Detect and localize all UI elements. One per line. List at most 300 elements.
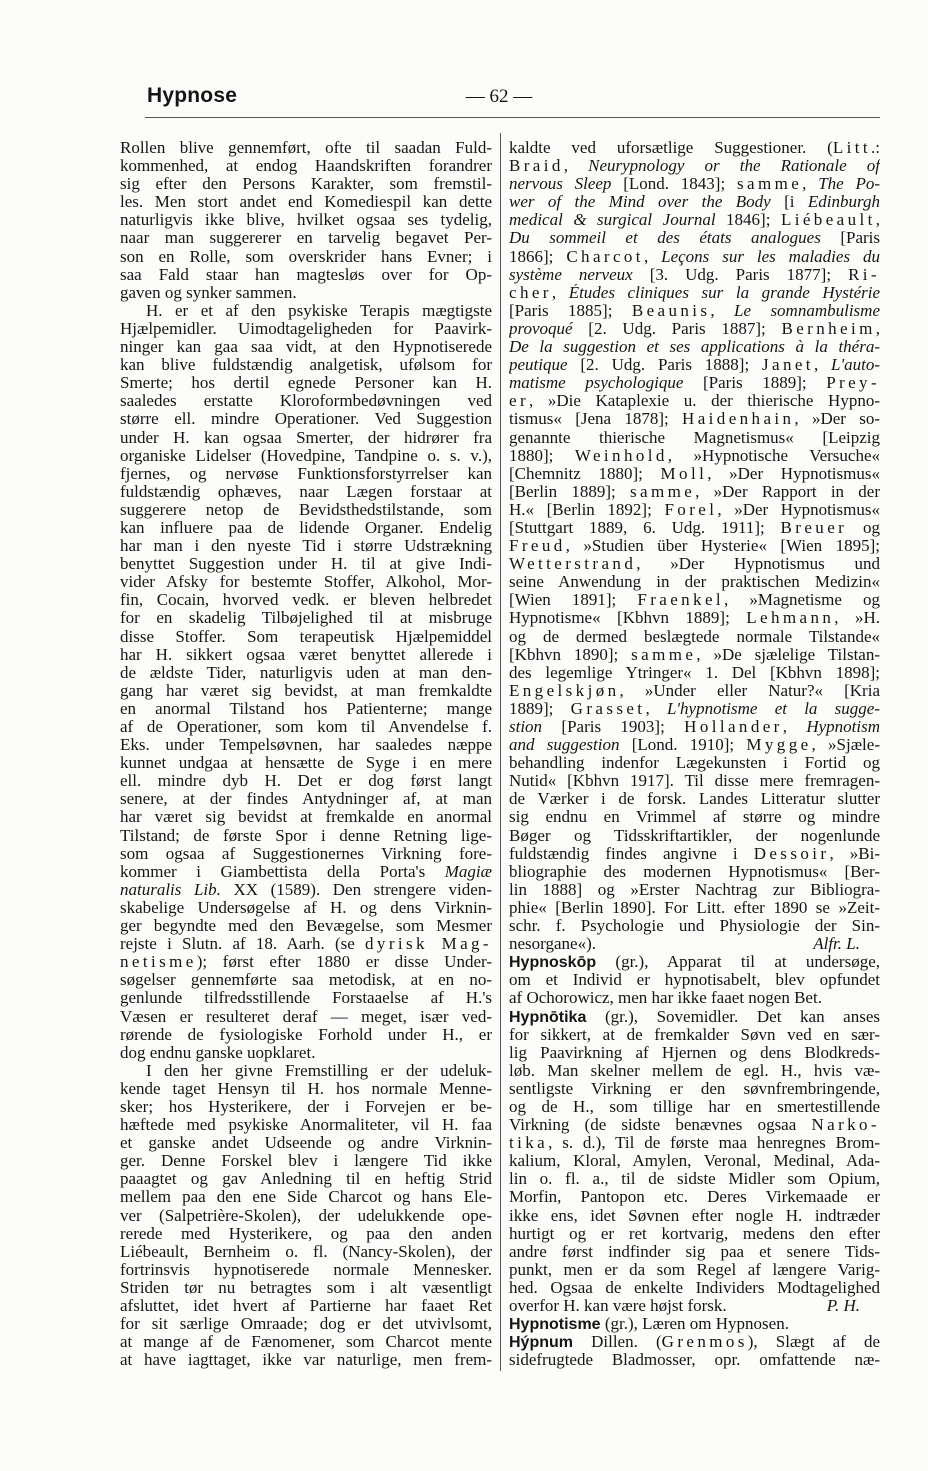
italic-text: peutique bbox=[509, 356, 568, 375]
text-segment: rejste i Slutn. af 18. Aarh. (se bbox=[120, 935, 366, 954]
text-segment: 1866]; bbox=[509, 247, 567, 266]
text-segment: saa Fald staar han magtesløs over for Op- bbox=[120, 265, 492, 284]
text-line bbox=[120, 374, 492, 392]
text-segment: XX (1589). Den strengere viden- bbox=[220, 880, 492, 899]
text-line bbox=[120, 881, 492, 899]
text-segment: [Stuttgart 1889, 6. Udg. 1911]; bbox=[509, 518, 781, 537]
text-line bbox=[509, 519, 880, 537]
text-segment: løb. Man skelner mellem de egl. H., hvis væ- bbox=[509, 1061, 880, 1080]
text-segment: senere, at der findes Antydninger af, at man bbox=[120, 790, 492, 809]
text-segment: [Wien 1891]; bbox=[509, 591, 638, 610]
text-segment: sig endnu en Vrimmel af større og mindre bbox=[509, 808, 880, 827]
text-line bbox=[120, 1225, 492, 1243]
text-segment: genannte thierische Magnetismus« [Leipzig bbox=[509, 428, 880, 447]
text-segment: hurtigt og er ret kortvarig, medens den efter bbox=[509, 1224, 880, 1243]
text-segment: , »Der Hypnotismus und bbox=[636, 555, 880, 574]
text-line bbox=[120, 1170, 492, 1188]
text-segment: gaven og synker sammen. bbox=[120, 283, 297, 302]
text-segment: at mange af de Fænomener, som Charcot mente bbox=[120, 1333, 492, 1352]
text-line bbox=[509, 392, 880, 410]
text-segment: , »H. bbox=[834, 609, 880, 628]
text-line bbox=[509, 338, 880, 356]
text-segment: schr. f. Psychologie und Physiologie der Sin- bbox=[509, 917, 880, 936]
text-segment: ), Slægt af de bbox=[747, 1333, 880, 1352]
text-line bbox=[120, 139, 492, 157]
spaced-name: Weinhold bbox=[574, 446, 668, 465]
text-segment: en anormal Tilstand hos Patienterne; mange bbox=[120, 699, 492, 718]
text-line bbox=[509, 573, 880, 591]
text-segment: ger. Denne Forskel blev i længere Tid ikke bbox=[120, 1152, 492, 1171]
text-line bbox=[120, 537, 492, 555]
text-segment: I den her givne Fremstilling er der udeluk- bbox=[146, 1061, 492, 1080]
text-line bbox=[120, 1207, 492, 1225]
text-segment: for sit særlige Omraade; dog er det utvivlsomt, bbox=[120, 1315, 492, 1334]
text-line bbox=[509, 1315, 880, 1333]
text-segment: [Lond. 1910]; bbox=[619, 736, 747, 755]
text-line bbox=[509, 899, 880, 917]
spaced-name: Braid bbox=[509, 157, 564, 176]
text-segment: Hypnotisme« [Kbhvn 1889]; bbox=[509, 609, 747, 628]
text-line bbox=[509, 1008, 880, 1026]
text-segment: seine Anwendung in der praktischen Medizin« bbox=[509, 573, 880, 592]
text-line bbox=[120, 555, 492, 573]
text-segment: Liébeault, Bernheim o. fl. (Nancy-Skolen), der bbox=[120, 1242, 492, 1261]
text-segment: vider Afsky for bestemte Stoffer, Alkohol, Mor- bbox=[120, 573, 492, 592]
text-line bbox=[509, 609, 880, 627]
text-segment: og de H., som tillige har en smertestillende bbox=[509, 1097, 880, 1116]
text-line bbox=[120, 682, 492, 700]
text-segment: phie« [Berlin 1890]. For Litt. efter 1890 se »Zeit- bbox=[509, 898, 880, 917]
text-line bbox=[509, 501, 880, 519]
text-line bbox=[120, 609, 492, 627]
text-segment: af de Operationer, som kom til Anvendelse f. bbox=[120, 718, 492, 736]
text-segment: son en Rolle, som overskrider hans Evner; i bbox=[120, 247, 492, 266]
spaced-name: dyrisk Mag- bbox=[365, 935, 492, 954]
text-line bbox=[509, 139, 880, 157]
text-line bbox=[120, 465, 492, 483]
text-segment: , bbox=[551, 283, 569, 302]
spaced-name: Litt bbox=[832, 139, 872, 157]
text-segment: saaledes erstatte Kloroformbedøvningen ved bbox=[120, 392, 492, 411]
text-segment: [2. Udg. Paris 1887]; bbox=[572, 319, 782, 338]
text-segment: rørende de fysiologiske Forhold under H., er bbox=[120, 1025, 492, 1044]
text-line bbox=[120, 700, 492, 718]
text-line bbox=[120, 157, 492, 175]
text-line bbox=[120, 790, 492, 808]
text-segment: , bbox=[710, 301, 735, 320]
spaced-name: samme bbox=[630, 482, 696, 501]
text-line bbox=[120, 410, 492, 428]
text-line bbox=[509, 628, 880, 646]
text-segment: andre først indfinder sig paa et senere Tids- bbox=[509, 1242, 880, 1261]
spaced-name: Engelskjøn bbox=[509, 681, 620, 700]
text-line bbox=[509, 356, 880, 374]
text-segment: større ell. mindre Operationer. Ved Suggestion bbox=[120, 410, 492, 429]
text-segment: fjernes, og nervøse Funktionsforstyrrelser kan bbox=[120, 464, 492, 483]
text-line bbox=[120, 248, 492, 266]
italic-text: provoqué bbox=[509, 319, 573, 338]
text-line bbox=[120, 193, 492, 211]
italic-text: stion bbox=[509, 718, 543, 736]
text-segment: benyttet Suggestion under H. til at give Indi- bbox=[120, 555, 492, 574]
italic-text: De la suggestion et ses applications à la théra- bbox=[509, 338, 880, 357]
text-segment: og bbox=[847, 518, 880, 537]
text-segment: (gr.), Apparat til at undersøge, bbox=[596, 953, 880, 972]
text-segment: gang har været sig bevidst, at man fremkaldte bbox=[120, 681, 492, 700]
text-line bbox=[120, 211, 492, 229]
text-line bbox=[120, 284, 492, 302]
text-line bbox=[509, 989, 880, 1007]
text-segment: Rollen blive gennemført, ofte til saadan Fuld- bbox=[120, 139, 492, 157]
right-column bbox=[509, 139, 880, 1369]
text-segment: disse Stoffer. Som terapeutisk Hjælpemiddel bbox=[120, 627, 492, 646]
text-line bbox=[509, 1333, 880, 1351]
text-segment: sker; hos Hysterikere, der i Forvejen er be- bbox=[120, 1097, 492, 1116]
spaced-name: Bernheim bbox=[781, 319, 876, 338]
text-line bbox=[509, 1297, 880, 1315]
text-line bbox=[120, 736, 492, 754]
text-line bbox=[120, 718, 492, 736]
spaced-name: Grenmos bbox=[661, 1333, 748, 1352]
text-segment: behandling indenfor Lægekunsten i Fortid og bbox=[509, 754, 880, 773]
text-line bbox=[120, 483, 492, 501]
italic-text: Hypnotism bbox=[806, 718, 880, 736]
text-segment: og de dermed beslægtede normale Tilstande« bbox=[509, 627, 880, 646]
text-segment: hed. Ogsaa de enkelte Individers Modtagelighed bbox=[509, 1278, 880, 1297]
text-line bbox=[509, 1243, 880, 1261]
text-line bbox=[120, 320, 492, 338]
left-column bbox=[120, 139, 492, 1369]
spaced-name: Breuer bbox=[780, 518, 848, 537]
text-segment: , bbox=[875, 211, 880, 230]
text-line bbox=[120, 1080, 492, 1098]
text-line bbox=[509, 447, 880, 465]
text-segment: overfor H. kan være højst forsk. bbox=[509, 1297, 727, 1315]
text-segment: at have iagttaget, ikke var naturlige, men frem- bbox=[120, 1351, 492, 1370]
text-segment: , »Studien über Hysterie« [Wien 1895]; bbox=[565, 537, 880, 556]
text-segment: de Værker i de forsk. Landes Litteratur slutter bbox=[509, 790, 880, 809]
text-segment: naar man suggererer en tarvelig begavet Per- bbox=[120, 229, 492, 248]
italic-text: wer of the Mind over the Body bbox=[509, 193, 771, 212]
text-line bbox=[509, 790, 880, 808]
text-line bbox=[509, 302, 880, 320]
text-line bbox=[509, 718, 880, 736]
text-line bbox=[509, 827, 880, 845]
text-line bbox=[120, 302, 492, 320]
text-segment: sentligste Virkning er den søvnfrembringende, bbox=[509, 1079, 880, 1098]
spaced-name: Liébeault bbox=[780, 211, 876, 230]
text-segment: , bbox=[563, 157, 589, 176]
headword: Hypnōtika bbox=[509, 1008, 587, 1026]
text-line bbox=[120, 1243, 492, 1261]
text-segment: fortrinsvis hypnotiserede normale Mennesker. bbox=[120, 1260, 492, 1279]
italic-text: naturalis Lib. bbox=[120, 880, 221, 899]
text-segment: , bbox=[643, 247, 662, 266]
text-line bbox=[120, 1315, 492, 1333]
text-segment: de ældste Tider, naturligvis uden at man den- bbox=[120, 663, 492, 682]
text-segment: lin o. fl. a., til de sidste Midler som Opium, bbox=[509, 1170, 880, 1189]
text-segment: Morfin, Pantopon etc. Deres Virkemaade er bbox=[509, 1188, 880, 1207]
text-segment: [Paris 1885]; bbox=[509, 301, 632, 320]
text-line bbox=[509, 1116, 880, 1134]
text-segment: søgelser gennemførte saa metodisk, at en no- bbox=[120, 971, 492, 990]
text-segment: [i bbox=[770, 193, 808, 212]
text-segment: [Lond. 1843]; bbox=[611, 175, 737, 194]
text-line bbox=[120, 754, 492, 772]
text-line bbox=[120, 447, 492, 465]
text-segment: Bøger og Tidsskriftartikler, der nogenlunde bbox=[509, 826, 880, 845]
text-segment: har H. sikkert ogsaa været benyttet allerede i bbox=[120, 645, 492, 664]
text-segment: Striden tør nu betragtes som i alt væsentligt bbox=[120, 1278, 492, 1297]
text-segment: kan influere paa de lidende Organer. Endelig bbox=[120, 518, 492, 537]
spaced-name: Ri- bbox=[848, 265, 880, 284]
text-segment: dog endnu ganske uopklaret. bbox=[120, 1043, 316, 1062]
text-line bbox=[120, 1116, 492, 1134]
spaced-name: Forel bbox=[664, 500, 718, 519]
text-segment: kommenhed, at endog Haandskriften forandrer bbox=[120, 157, 492, 176]
spaced-name: samme bbox=[631, 645, 697, 664]
text-line bbox=[509, 374, 880, 392]
text-line bbox=[509, 1225, 880, 1243]
column-divider bbox=[500, 133, 501, 1371]
text-line bbox=[509, 917, 880, 935]
text-segment: organiske Lidelser (Hovedpine, Tandpine o. s. v.), bbox=[120, 446, 492, 465]
text-line bbox=[509, 1026, 880, 1044]
text-segment: Nutid« [Kbhvn 1917]. Til disse mere fremragen- bbox=[509, 772, 880, 791]
text-line bbox=[509, 646, 880, 664]
text-line bbox=[120, 1297, 492, 1315]
text-line bbox=[120, 971, 492, 989]
text-segment: et ganske andet Udseende og andre Virknin- bbox=[120, 1134, 492, 1153]
spaced-name: Narko- bbox=[811, 1116, 880, 1135]
text-line bbox=[120, 1152, 492, 1170]
text-segment: ell. mindre dyb H. Det er dog først langt bbox=[120, 772, 492, 791]
text-segment: nesorgane«). bbox=[509, 935, 597, 954]
text-line bbox=[120, 772, 492, 790]
text-segment: .: bbox=[871, 139, 880, 157]
text-segment: , »Die Kataplexie u. der thierische Hypno- bbox=[529, 392, 880, 411]
italic-text: matisme psychologique bbox=[509, 374, 684, 393]
text-segment: kaldte ved uforsætlige Suggestioner. ( bbox=[509, 139, 833, 157]
italic-text: Études cliniques sur la grande Hystérie bbox=[568, 283, 880, 302]
text-segment: [2. Udg. Paris 1888]; bbox=[567, 356, 762, 375]
text-segment: paaagtet og gav Anledning til en heftig Strid bbox=[120, 1170, 492, 1189]
text-line bbox=[120, 827, 492, 845]
text-segment: H.« [Berlin 1892]; bbox=[509, 500, 665, 519]
text-segment: genlunde tilfredsstillende Forstaaelse af H.'s bbox=[120, 989, 492, 1008]
italic-text: and suggestion bbox=[509, 736, 620, 755]
text-line bbox=[120, 429, 492, 447]
italic-text: Du sommeil et des états analogues bbox=[509, 229, 821, 248]
text-segment: 1846]; bbox=[715, 211, 781, 230]
text-segment: lig Paavirkning af Hjernen og dens Blodkreds- bbox=[509, 1043, 880, 1062]
text-segment: kende taget Hensyn til H. hos normale Menne- bbox=[120, 1079, 492, 1098]
spaced-name: Prey- bbox=[826, 374, 880, 393]
text-segment: , bbox=[802, 175, 819, 194]
text-segment: 1880]; bbox=[509, 446, 575, 465]
text-segment: for sikkert, at de fremkalder Søvn ved en sær- bbox=[509, 1025, 880, 1044]
signature: P. H. bbox=[826, 1297, 860, 1315]
text-line bbox=[120, 664, 492, 682]
text-segment: kunnet undgaa at hensætte de Syge i en mere bbox=[120, 754, 492, 773]
spaced-name: Mygge bbox=[746, 736, 812, 755]
text-segment: [3. Udg. Paris 1877]; bbox=[632, 265, 849, 284]
italic-text: L'auto- bbox=[831, 356, 880, 375]
text-line bbox=[509, 1351, 880, 1369]
text-segment: [Berlin 1889]; bbox=[509, 482, 630, 501]
text-segment: Hjælpemidler. Uimodtageligheden for Paavirk- bbox=[120, 319, 492, 338]
text-line bbox=[509, 971, 880, 989]
text-line bbox=[509, 935, 880, 953]
text-segment: [Chemnitz 1880]; bbox=[509, 464, 661, 483]
spaced-name: Hollander bbox=[684, 718, 783, 736]
text-line bbox=[509, 465, 880, 483]
text-line bbox=[120, 266, 492, 284]
text-segment: kommer i Giambettista della Porta's bbox=[120, 862, 445, 881]
text-line bbox=[509, 537, 880, 555]
text-line bbox=[120, 519, 492, 537]
spaced-name: Beaunis bbox=[631, 301, 711, 320]
text-segment: 1889]; bbox=[509, 699, 571, 718]
text-segment: , »Der Hypnotismus« bbox=[717, 500, 880, 519]
text-line bbox=[509, 175, 880, 193]
text-line bbox=[509, 229, 880, 247]
spaced-name: Janet bbox=[762, 356, 814, 375]
text-segment: ger begyndte med den Bevægelse, som Mesmer bbox=[120, 917, 492, 936]
text-segment: om et Individ er hypnotisabelt, blev opfundet bbox=[509, 971, 880, 990]
italic-text: Le somnambulisme bbox=[734, 301, 880, 320]
text-line bbox=[509, 808, 880, 826]
italic-text: medical & surgical Journal bbox=[509, 211, 716, 230]
text-line bbox=[509, 1062, 880, 1080]
text-line bbox=[120, 628, 492, 646]
headword: Hypnotisme bbox=[509, 1316, 601, 1334]
text-line bbox=[509, 1261, 880, 1279]
text-line bbox=[509, 555, 880, 573]
text-line bbox=[120, 935, 492, 953]
text-line bbox=[509, 1279, 880, 1297]
text-segment: Væsen er resulteret deraf — meget, især ved- bbox=[120, 1007, 492, 1026]
text-line bbox=[120, 917, 492, 935]
text-segment: Dillen. ( bbox=[573, 1333, 662, 1352]
text-line bbox=[120, 1044, 492, 1062]
text-line bbox=[509, 772, 880, 790]
spaced-name: er bbox=[509, 392, 530, 411]
text-segment: mellem paa den ene Side Charcot og hans Ele- bbox=[120, 1188, 492, 1207]
text-line bbox=[120, 989, 492, 1007]
spaced-name: Charcot bbox=[566, 247, 644, 266]
text-line bbox=[509, 591, 880, 609]
text-segment: Tilstand; de første Spor i denne Retning lige- bbox=[120, 826, 492, 845]
text-segment: [Paris 1889]; bbox=[683, 374, 827, 393]
italic-text: The Po- bbox=[818, 175, 880, 194]
text-segment: [Kbhvn 1890]; bbox=[509, 645, 632, 664]
text-line bbox=[120, 573, 492, 591]
text-segment: , »Magnetisme og bbox=[724, 591, 880, 610]
page-number: — 62 — bbox=[465, 86, 533, 107]
signature: Alfr. L. bbox=[813, 935, 860, 954]
text-segment: har man i den nyeste Tid i større Udstrækning bbox=[120, 537, 492, 556]
text-line bbox=[120, 175, 492, 193]
text-segment: , »Bi- bbox=[829, 844, 880, 863]
text-segment: for en skadelig Tilbøjelighed til at misbruge bbox=[120, 609, 492, 628]
spaced-name: Lehmann bbox=[746, 609, 835, 628]
spaced-name: Wetterstrand bbox=[509, 555, 637, 574]
text-segment: skabelige Undersøgelse af H. og dens Virknin- bbox=[120, 898, 492, 917]
text-segment: Virkning (de sidste benævnes ogsaa bbox=[509, 1116, 812, 1135]
text-line bbox=[509, 881, 880, 899]
text-line bbox=[509, 1134, 880, 1152]
text-segment: som ogsaa af Suggestionernes Virkning fore- bbox=[120, 844, 492, 863]
text-segment: hæftede med psykiske Anormaliteter, vil H. faa bbox=[120, 1116, 492, 1135]
spaced-name: Dessoir bbox=[753, 844, 830, 863]
headword: Hypnoskōp bbox=[509, 954, 597, 972]
spaced-name: Moll bbox=[660, 464, 708, 483]
text-line bbox=[509, 1152, 880, 1170]
text-line bbox=[120, 356, 492, 374]
text-segment: , »Der Hypnotismus« bbox=[707, 464, 880, 483]
text-segment: under H. kan ogsaa Smerter, der hidrører fra bbox=[120, 428, 492, 447]
text-line bbox=[509, 845, 880, 863]
text-line bbox=[120, 1333, 492, 1351]
text-segment: , »Sjæle- bbox=[811, 736, 880, 755]
text-segment: bliographie des modernen Hypnotismus« [Ber- bbox=[509, 862, 880, 881]
text-segment: , bbox=[782, 718, 807, 736]
text-segment: punkt, men er da som Regel af længere Varig- bbox=[509, 1260, 880, 1279]
text-segment: kan blive fuldstændig analgetisk, ufølsom for bbox=[120, 356, 492, 375]
text-line bbox=[509, 736, 880, 754]
header-rule bbox=[145, 117, 880, 118]
text-segment: , s. d.), Til de første maa henregnes Brom- bbox=[548, 1134, 880, 1153]
text-line bbox=[509, 211, 880, 229]
text-line bbox=[120, 863, 492, 881]
text-line bbox=[509, 483, 880, 501]
italic-text: L'hypnotisme et la sugge- bbox=[666, 699, 880, 718]
text-segment: kalium, Kloral, Amylen, Veronal, Medinal, Ada- bbox=[509, 1152, 880, 1171]
text-segment: sig efter den Persons Karakter, som fremstil- bbox=[120, 175, 492, 194]
text-line bbox=[509, 429, 880, 447]
text-line bbox=[120, 899, 492, 917]
text-segment: rerede med Hysterikere, og paa den anden bbox=[120, 1224, 492, 1243]
text-line bbox=[509, 682, 880, 700]
text-line bbox=[509, 266, 880, 284]
spaced-name: samme bbox=[736, 175, 803, 194]
spaced-name: tika bbox=[509, 1134, 549, 1153]
text-line bbox=[120, 1188, 492, 1206]
text-line bbox=[120, 591, 492, 609]
text-segment: , »Hypnotische Versuche« bbox=[667, 446, 880, 465]
text-segment: suggerere netop de Bevidsthedstilstande, som bbox=[120, 500, 492, 519]
text-segment: fuldstændig findes angivne i bbox=[509, 844, 754, 863]
text-segment: , bbox=[645, 699, 667, 718]
text-line bbox=[509, 1207, 880, 1225]
text-line bbox=[120, 808, 492, 826]
text-line bbox=[120, 338, 492, 356]
spaced-name: cher bbox=[509, 283, 552, 302]
italic-text: Edinburgh bbox=[807, 193, 880, 212]
text-line bbox=[120, 953, 492, 971]
text-segment: ); først efter 1880 er disse Under- bbox=[196, 953, 492, 972]
text-line bbox=[120, 392, 492, 410]
text-segment: af Ochorowicz, men har ikke faaet nogen Bet. bbox=[509, 989, 822, 1008]
spaced-name: Grasset bbox=[570, 699, 646, 718]
text-line bbox=[509, 754, 880, 772]
text-line bbox=[509, 1170, 880, 1188]
text-segment: (gr.), Sovemidler. Det kan anses bbox=[586, 1007, 880, 1026]
text-segment: ikke ens, idet Søvnen efter nogle H. indtræder bbox=[509, 1206, 880, 1225]
text-segment: des legemlige Ytringer« 1. Del [Kbhvn 1898]; bbox=[509, 663, 880, 682]
text-line bbox=[120, 845, 492, 863]
